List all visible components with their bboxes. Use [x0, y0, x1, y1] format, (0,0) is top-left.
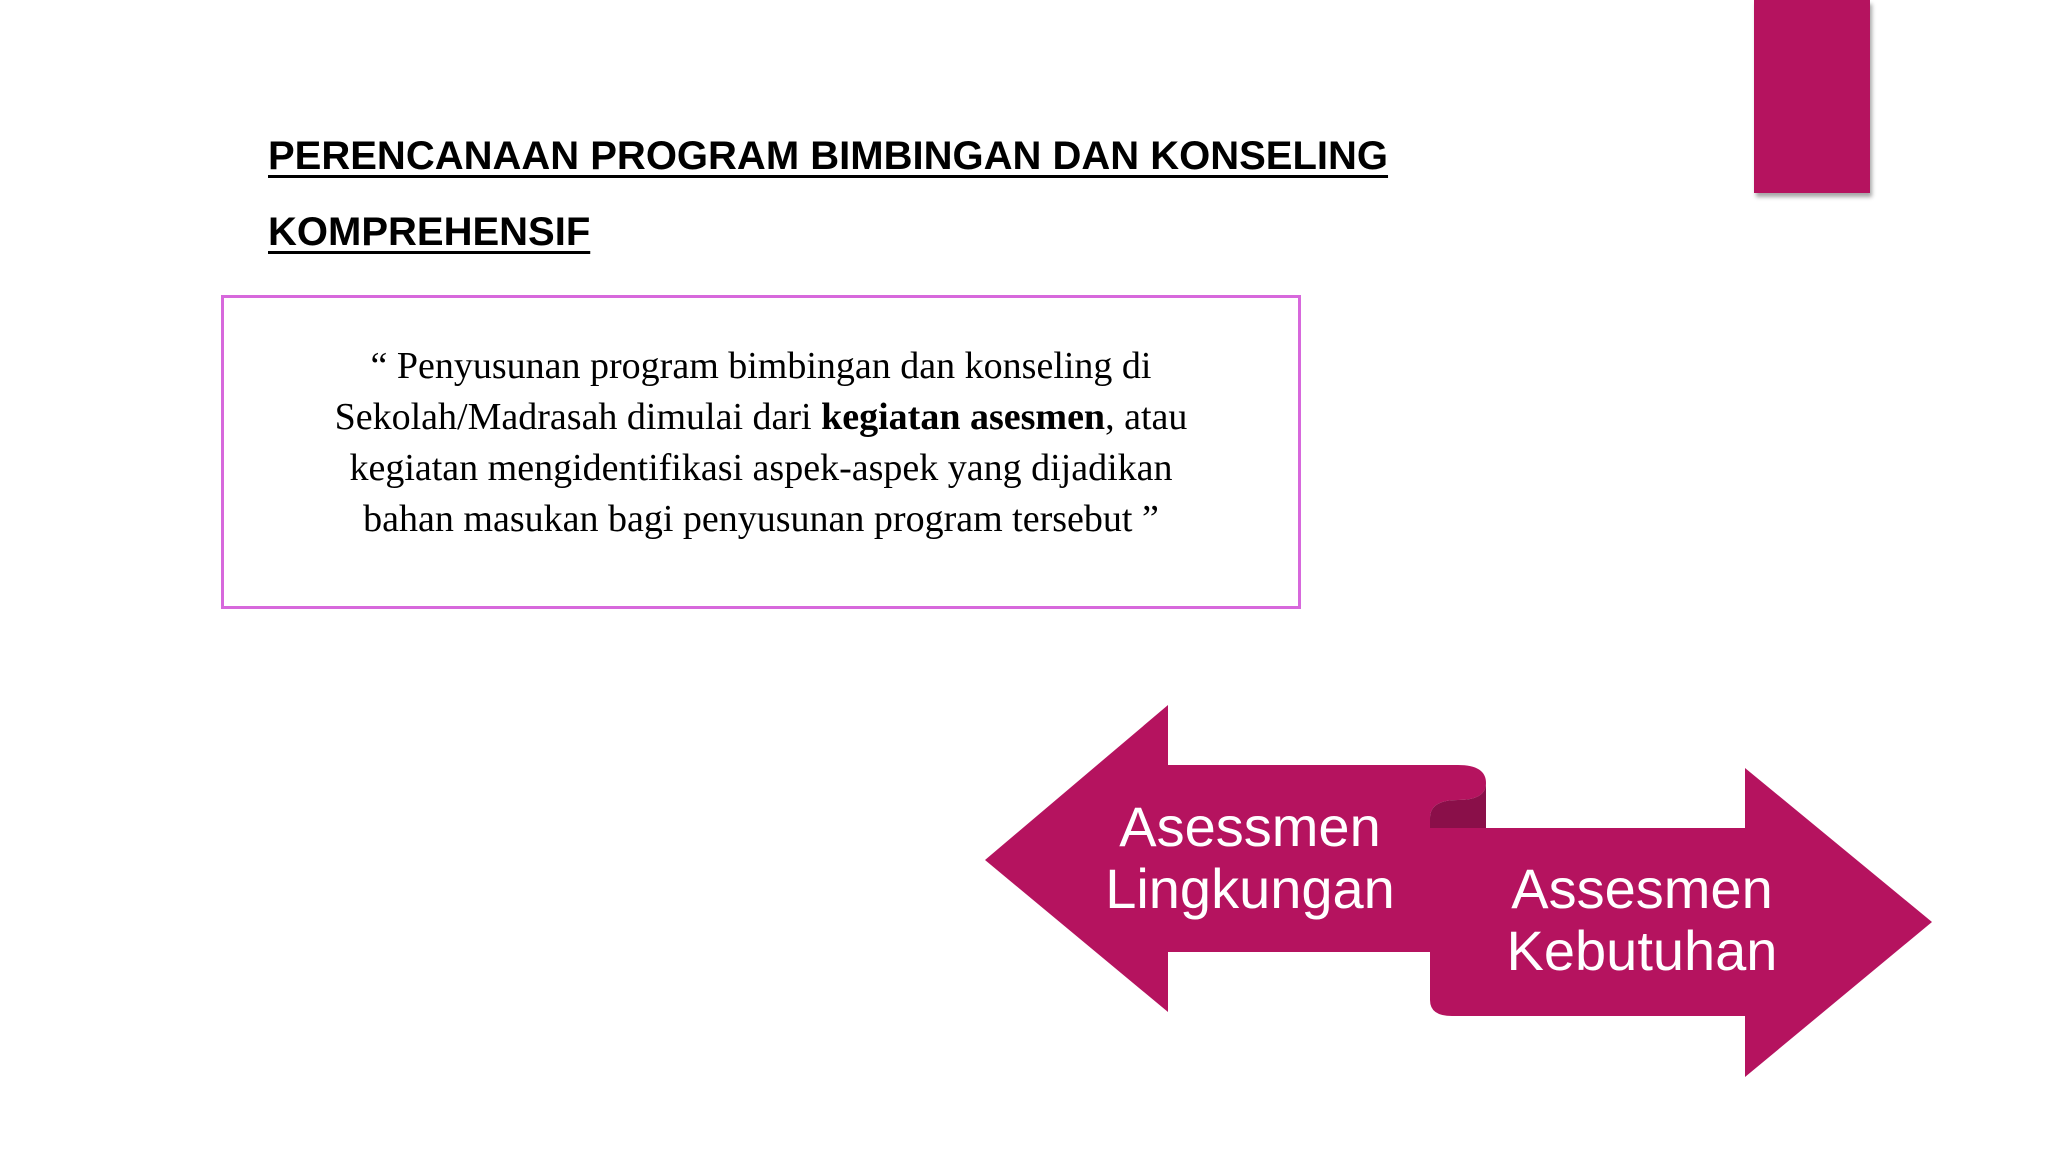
right-arrow-label-line-1: Assesmen	[1511, 857, 1773, 920]
quote-line-1: “ Penyusunan program bimbingan dan konseling di	[370, 345, 1152, 387]
left-arrow-label-line-2: Lingkungan	[1105, 857, 1395, 920]
quote-emphasis: kegiatan asesmen	[821, 396, 1106, 438]
quote-line-2-end: , atau	[1105, 396, 1188, 438]
quote-line-2-start: Sekolah/Madrasah dimulai dari	[334, 396, 822, 438]
right-arrow-label-line-2: Kebutuhan	[1506, 919, 1778, 982]
title-line-2: KOMPREHENSIF	[268, 210, 591, 254]
title-line-1: PERENCANAAN PROGRAM BIMBINGAN DAN KONSELING	[268, 134, 1389, 178]
left-arrow-label-line-1: Asessmen	[1119, 795, 1381, 858]
quote-line-4: bahan masukan bagi penyusunan program tersebut ”	[363, 498, 1159, 540]
quote-line-3: kegiatan mengidentifikasi aspek-aspek yang dijadikan	[349, 447, 1173, 489]
